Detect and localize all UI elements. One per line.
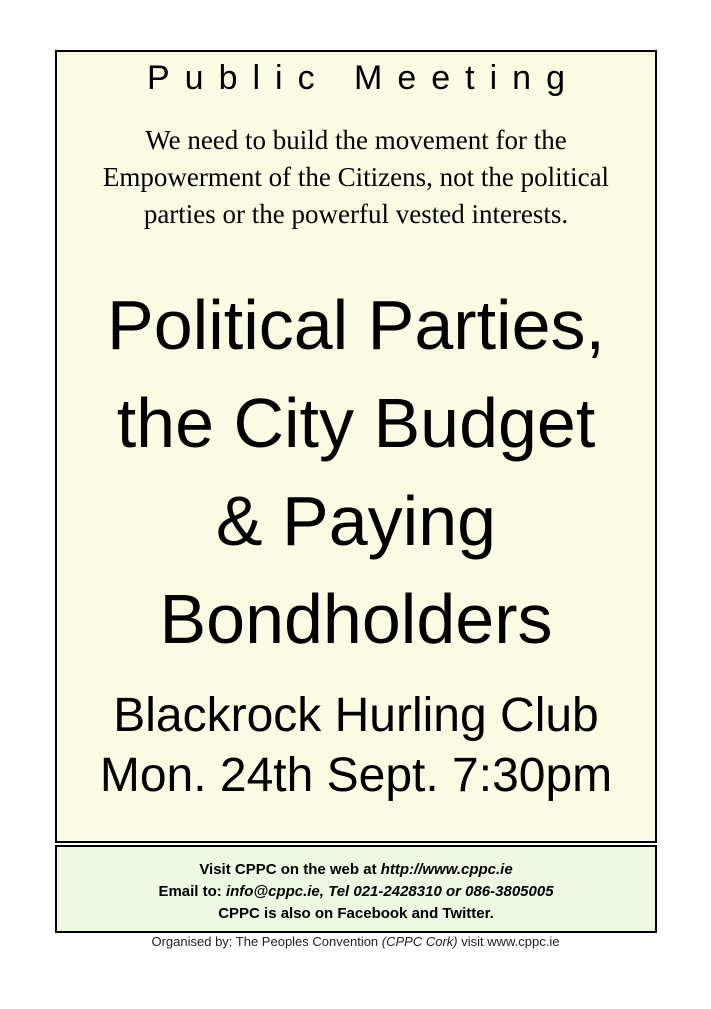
- intro-line: parties or the powerful vested interests.: [143, 199, 569, 229]
- web-prefix: Visit CPPC on the web at: [199, 861, 381, 878]
- contact-panel: [55, 845, 657, 933]
- headline-line: the City Budget: [116, 384, 596, 462]
- meeting-headline: [57, 276, 655, 668]
- headline-line: Political Parties,: [107, 286, 605, 364]
- intro-paragraph: [57, 122, 655, 233]
- contact-email-line: [57, 881, 655, 903]
- website-link[interactable]: http://www.cppc.ie: [380, 861, 513, 878]
- email-and-phone[interactable]: info@cppc.ie, Tel 021-2428310 or 086-3805005: [225, 883, 554, 900]
- poster-main-panel: [55, 50, 657, 843]
- poster-title: Public Meeting: [146, 59, 580, 97]
- intro-line: We need to build the movement for the: [145, 125, 567, 155]
- footer-prefix: Organised by: The Peoples Convention: [151, 934, 382, 949]
- intro-line: Empowerment of the Citizens, not the political: [102, 162, 610, 192]
- footer-suffix: visit www.cppc.ie: [457, 934, 560, 949]
- organiser-footer: [0, 934, 711, 950]
- venue-name: Blackrock Hurling Club: [113, 689, 599, 742]
- social-line: CPPC is also on Facebook and Twitter.: [218, 905, 494, 922]
- email-prefix: Email to:: [158, 883, 226, 900]
- venue-and-time: [57, 686, 655, 806]
- footer-org-short: (CPPC Cork): [381, 934, 458, 949]
- meeting-datetime: Mon. 24th Sept. 7:30pm: [99, 749, 613, 802]
- contact-web-line: [57, 859, 655, 881]
- headline-line: & Paying: [215, 482, 497, 560]
- headline-line: Bondholders: [159, 580, 553, 658]
